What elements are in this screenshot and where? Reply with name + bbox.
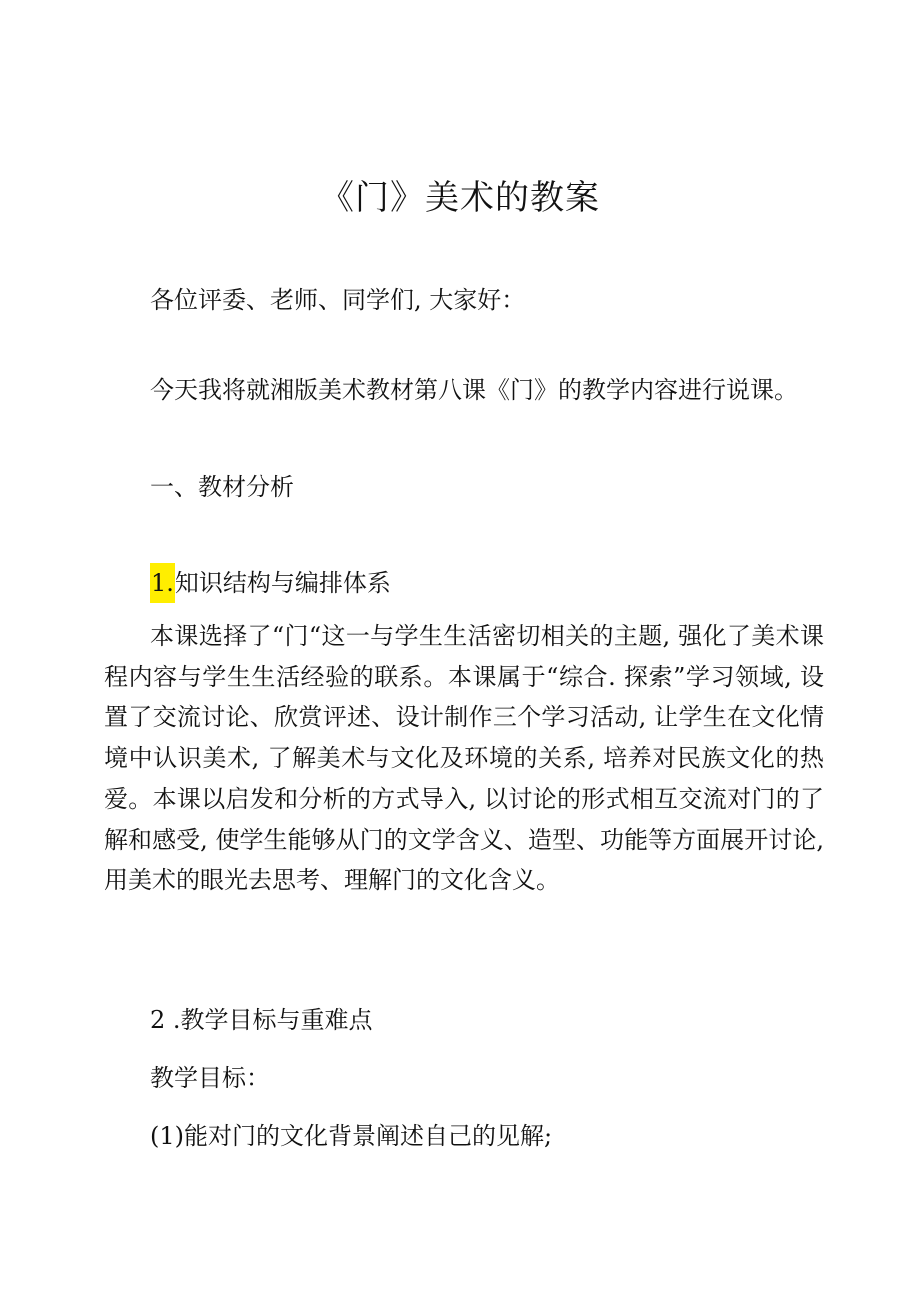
highlighted-number: 1. <box>150 563 175 603</box>
greeting: 各位评委、老师、同学们, 大家好： <box>150 286 526 314</box>
intro-paragraph: 今天我将就湘版美术教材第八课《门》的教学内容进行说课。 <box>150 376 798 404</box>
section-heading: 一、教材分析 <box>150 473 294 501</box>
goals-label: 教学目标： <box>150 1064 270 1092</box>
document-title: 《门》美术的教案 <box>320 178 600 218</box>
subsection-title: 知识结构与编排体系 <box>174 569 391 597</box>
subsection-heading-2: 2 .教学目标与重难点 <box>150 1006 373 1034</box>
body-paragraph: 本课选择了“门“这一与学生生活密切相关的主题, 强化了美术课程内容与学生生活经验的联系。本课属于“综合. 探索”学习领域, 设置了交流讨论、欣赏评述、设计制作三个学习活动, 让学生在文化情境中认识美术, 了解美术与文化及环境的关系, 培养对民族文化的热爱。本课以启发和分析的方式导入, 以讨论的形式相互交流对门的了解和感受, 使学生能够从门的文学含义、造型、功能等方面展开讨论, 用美术的眼光去思考、理解门的文化含义。 <box>104 622 824 895</box>
subsection-heading-1 <box>150 563 391 603</box>
goal-item: (1)能对门的文化背景阐述自己的见解; <box>150 1122 553 1150</box>
